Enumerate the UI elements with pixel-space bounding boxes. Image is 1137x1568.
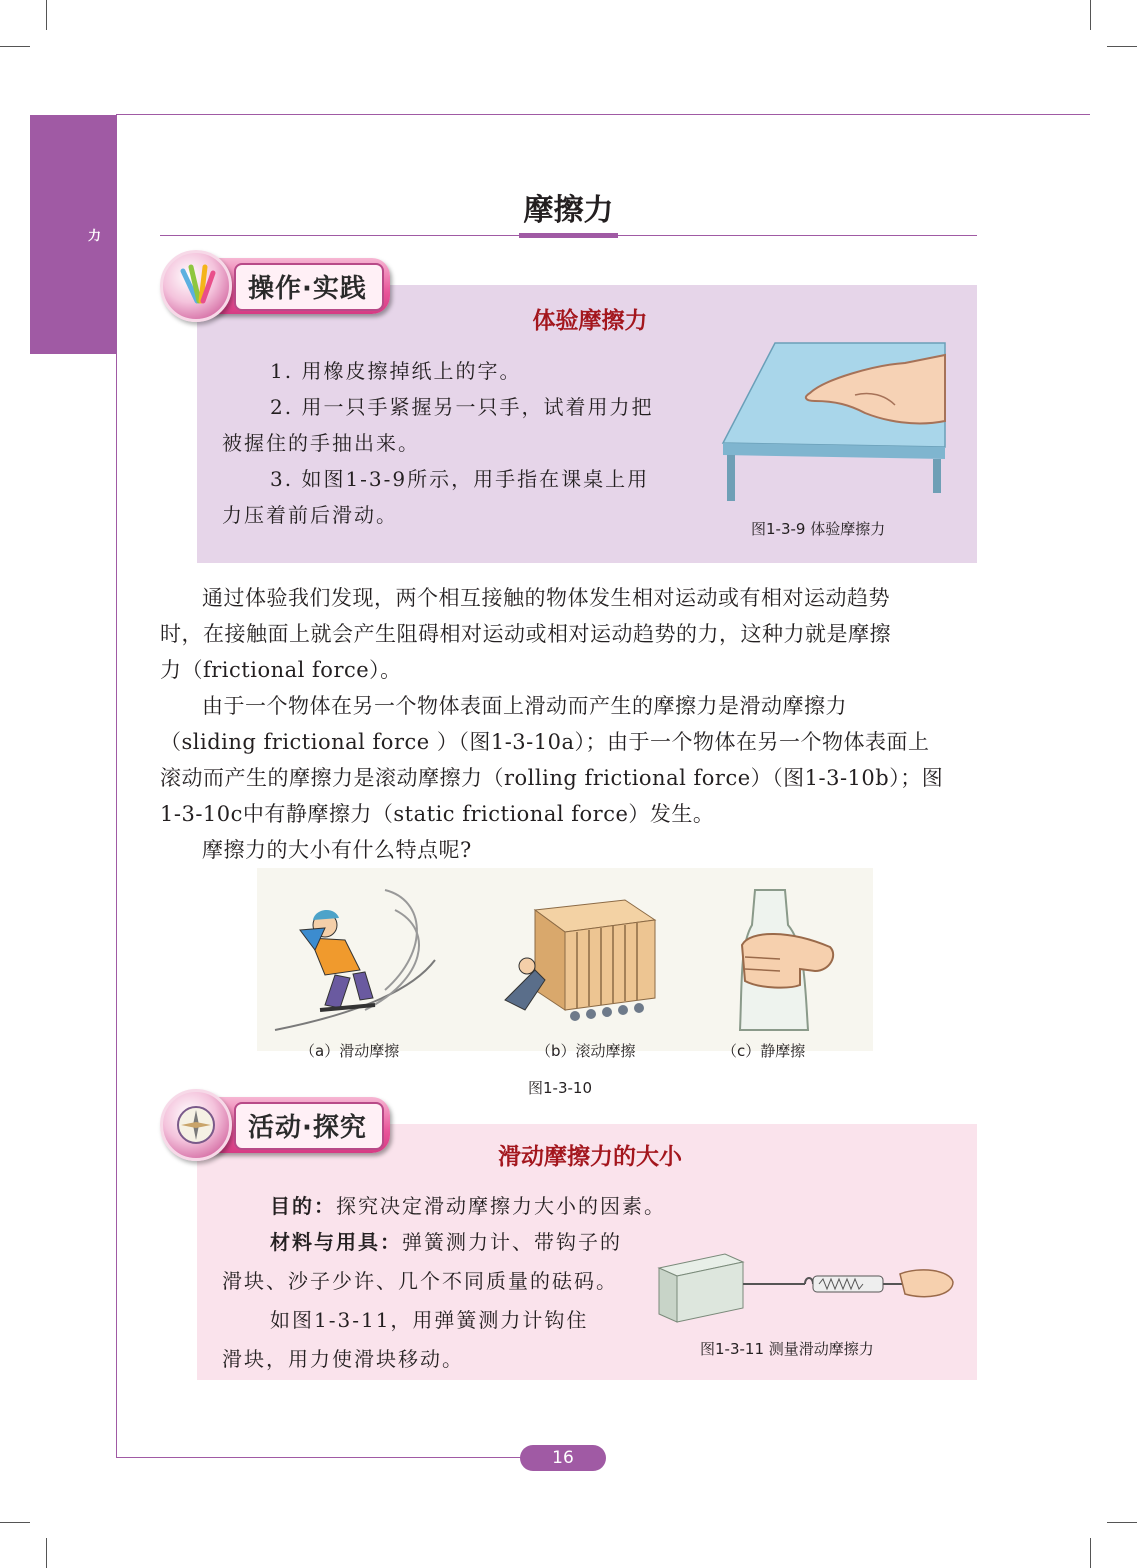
activity-badge-label: 活动·探究 [248, 1113, 367, 1143]
paragraph-2-line: 滚动而产生的摩擦力是滚动摩擦力（rolling frictional force）（图1-3-10b）；图 [160, 766, 944, 790]
paragraph-2-line: 1-3-10c中有静摩擦力（static frictional force）发生。 [160, 802, 715, 826]
rolling-crate-illustration [495, 880, 665, 1040]
purpose-line [270, 1188, 666, 1224]
method-line: 滑块，用力使滑块移动。 [222, 1347, 464, 1371]
practice-title: 体验摩擦力 [532, 308, 648, 334]
materials-label: 材料与用具： [270, 1230, 402, 1254]
page-title: 摩擦力 [523, 193, 614, 228]
crop-mark [1107, 46, 1137, 47]
practice-badge-label: 操作·实践 [248, 274, 367, 304]
compass-icon [160, 1089, 232, 1161]
paragraph-1-line: 力（frictional force）。 [160, 658, 402, 682]
skier-illustration [265, 880, 445, 1040]
figure-subcaption: （b）滚动摩擦 [536, 1042, 636, 1060]
crop-mark [1107, 1522, 1137, 1523]
chapter-label: 力 [88, 229, 102, 244]
materials-line [270, 1224, 622, 1260]
step-line: 力压着前后滑动。 [222, 503, 398, 527]
figure-subcaption: （a）滑动摩擦 [300, 1042, 400, 1060]
purpose-text: 探究决定滑动摩擦力大小的因素。 [336, 1194, 666, 1218]
page-number: 16 [520, 1445, 606, 1471]
materials-line-2: 滑块、沙子少许、几个不同质量的砝码。 [222, 1269, 618, 1293]
crop-mark [46, 1538, 47, 1568]
left-rule [116, 115, 117, 1457]
title-underline [519, 233, 618, 238]
finger-on-desk-illustration [715, 335, 955, 505]
materials-text: 弹簧测力计、带钩子的 [402, 1230, 622, 1254]
step-line: 2. 用一只手紧握另一只手，试着用力把 [270, 395, 654, 419]
chapter-sidebar-tab [30, 115, 116, 354]
paragraph-2-line: 由于一个物体在另一个物体表面上滑动而产生的摩擦力是滑动摩擦力 [202, 694, 847, 718]
purpose-label: 目的： [270, 1194, 336, 1218]
figure-caption: 图1-3-11 测量滑动摩擦力 [700, 1340, 874, 1358]
paragraph-1-line: 通过体验我们发现，两个相互接触的物体发生相对运动或有相对运动趋势 [202, 586, 890, 610]
figure-caption: 图1-3-9 体验摩擦力 [751, 520, 886, 538]
pencils-icon [160, 250, 232, 322]
crop-mark [0, 46, 30, 47]
spring-scale-illustration [655, 1248, 960, 1328]
step-line: 1. 用橡皮擦掉纸上的字。 [270, 359, 522, 383]
figure-caption: 图1-3-10 [528, 1079, 592, 1097]
bottle-in-hand-illustration [720, 885, 850, 1035]
crop-mark [1090, 0, 1091, 30]
bottom-rule [116, 1457, 526, 1458]
top-rule [116, 114, 1090, 115]
crop-mark [1090, 1538, 1091, 1568]
crop-mark [0, 1522, 30, 1523]
paragraph-1-line: 时，在接触面上就会产生阻碍相对运动或相对运动趋势的力，这种力就是摩擦 [160, 622, 891, 646]
step-line: 被握住的手抽出来。 [222, 431, 420, 455]
crop-mark [46, 0, 47, 30]
step-line: 3. 如图1-3-9所示，用手指在课桌上用 [270, 467, 650, 491]
paragraph-3: 摩擦力的大小有什么特点呢? [202, 838, 472, 862]
figure-subcaption: （c）静摩擦 [722, 1042, 806, 1060]
paragraph-2-line: （sliding frictional force ）（图1-3-10a）；由于一个物体在另一个物体表面上 [160, 730, 930, 754]
activity-title: 滑动摩擦力的大小 [498, 1144, 682, 1170]
method-line: 如图1-3-11，用弹簧测力计钩住 [270, 1308, 589, 1332]
